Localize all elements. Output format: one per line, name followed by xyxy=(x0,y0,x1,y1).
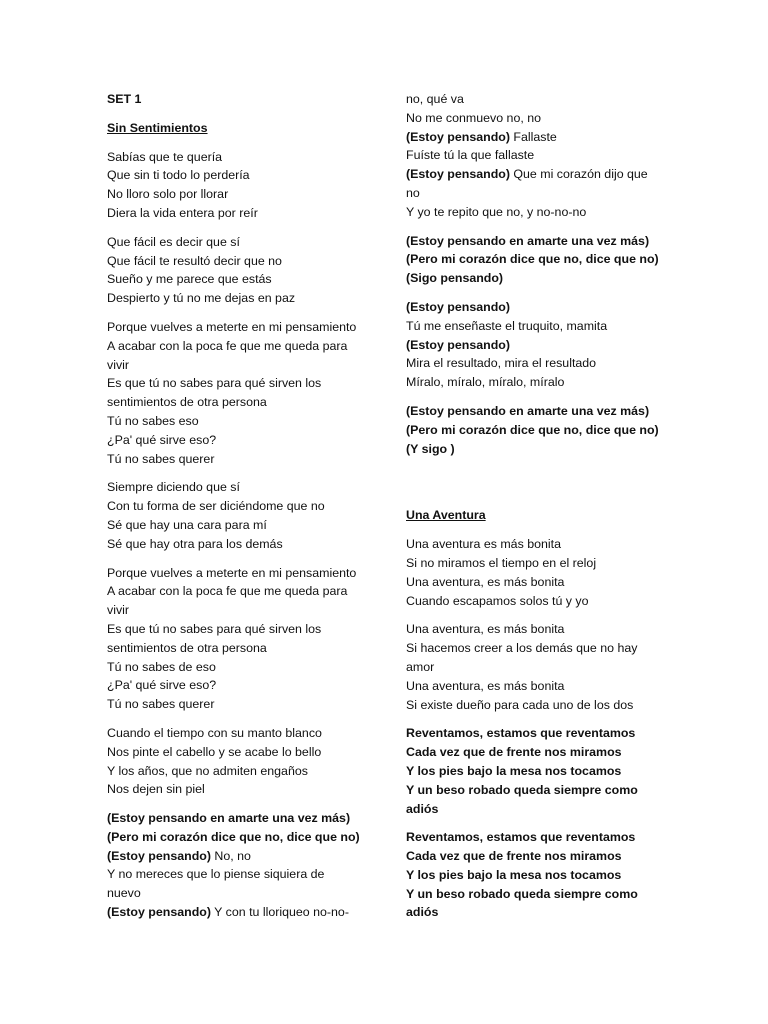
lyric-line: Siempre diciendo que sí xyxy=(107,480,240,495)
chorus-tag: (Estoy pensando) xyxy=(107,848,211,863)
left-column xyxy=(107,90,377,932)
lyric-line: Que sin ti todo lo perdería xyxy=(107,168,250,183)
chorus-line: (Estoy pensando en amarte una vez más) xyxy=(107,811,351,826)
chorus-tag: (Estoy pensando) xyxy=(107,905,211,920)
lyric-line: A acabar con la poca fe que me queda para xyxy=(107,584,348,599)
lyric-line: Y los años, que no admiten engaños xyxy=(107,763,308,778)
stanza xyxy=(406,402,676,458)
lyric-text: Y con tu lloriqueo no-no- xyxy=(210,905,349,920)
lyric-line: Sé que hay otra para los demás xyxy=(107,536,283,551)
lyric-text: No, no xyxy=(210,848,251,863)
chorus-line: (Pero mi corazón dice que no, dice que no) xyxy=(406,422,659,437)
lyric-line: Cuando escapamos solos tú y yo xyxy=(406,593,589,608)
lyric-line: Es que tú no sabes para qué sirven los xyxy=(107,621,322,636)
lyric-line xyxy=(107,847,377,866)
lyric-line: Y yo te repito que no, y no-no-no xyxy=(406,204,587,219)
lyric-line: Cuando el tiempo con su manto blanco xyxy=(107,725,322,740)
lyric-line: Porque vuelves a meterte en mi pensamiento xyxy=(107,565,357,580)
chorus-line: adiós xyxy=(406,905,439,920)
lyric-line: Una aventura es más bonita xyxy=(406,537,561,552)
stanza xyxy=(406,90,676,222)
chorus-line: (Estoy pensando en amarte una vez más) xyxy=(406,403,650,418)
lyric-line: Una aventura, es más bonita xyxy=(406,574,565,589)
lyric-line: A acabar con la poca fe que me queda para xyxy=(107,338,348,353)
lyric-line: Nos pinte el cabello y se acabe lo bello xyxy=(107,744,322,759)
lyric-line: no xyxy=(406,185,420,200)
lyric-line: Míralo, míralo, míralo, míralo xyxy=(406,375,565,390)
lyric-line: Si hacemos creer a los demás que no hay xyxy=(406,641,638,656)
chorus-line: (Estoy pensando en amarte una vez más) xyxy=(406,233,650,248)
chorus-line: Cada vez que de frente nos miramos xyxy=(406,745,622,760)
chorus-tag: (Estoy pensando) xyxy=(406,129,510,144)
lyric-line: Una aventura, es más bonita xyxy=(406,622,565,637)
lyric-line xyxy=(406,128,676,147)
chorus-line: (Estoy pensando) xyxy=(406,337,510,352)
chorus-line: (Y sigo ) xyxy=(406,441,455,456)
stanza xyxy=(107,478,377,553)
chorus-line: adiós xyxy=(406,801,439,816)
lyric-line: vivir xyxy=(107,603,130,618)
stanza xyxy=(107,233,377,308)
song-title-sin-sentimientos: Sin Sentimientos xyxy=(107,120,208,135)
lyric-line: amor xyxy=(406,659,435,674)
lyric-line: Con tu forma de ser diciéndome que no xyxy=(107,499,325,514)
set-title: SET 1 xyxy=(107,92,142,106)
stanza xyxy=(406,620,676,714)
lyric-line: Que fácil es decir que sí xyxy=(107,234,240,249)
stanza xyxy=(107,318,377,468)
chorus-line: Y un beso robado queda siempre como xyxy=(406,782,638,797)
stanza xyxy=(406,828,676,922)
lyric-line: Tú no sabes de eso xyxy=(107,659,216,674)
right-column xyxy=(406,90,676,932)
lyric-line: Tú no sabes querer xyxy=(107,697,215,712)
lyric-line: Si no miramos el tiempo en el reloj xyxy=(406,555,597,570)
stanza xyxy=(107,809,377,922)
lyric-line: sentimientos de otra persona xyxy=(107,640,267,655)
lyric-line: Sueño y me parece que estás xyxy=(107,272,272,287)
lyric-line: Diera la vida entera por reír xyxy=(107,205,258,220)
lyric-line: No lloro solo por llorar xyxy=(107,187,229,202)
chorus-line: (Pero mi corazón dice que no, dice que no) xyxy=(107,829,360,844)
lyric-line xyxy=(107,903,377,922)
chorus-line: Reventamos, estamos que reventamos xyxy=(406,726,636,741)
chorus-tag: (Estoy pensando) xyxy=(406,167,510,182)
lyric-line: Sé que hay una cara para mí xyxy=(107,517,267,532)
chorus-line: Y los pies bajo la mesa nos tocamos xyxy=(406,867,622,882)
lyric-line: Despierto y tú no me dejas en paz xyxy=(107,291,296,306)
lyric-text: Fallaste xyxy=(509,129,557,144)
lyric-line: vivir xyxy=(107,357,130,372)
lyric-line: Una aventura, es más bonita xyxy=(406,678,565,693)
lyric-line: nuevo xyxy=(107,886,141,901)
lyric-line: Tú no sabes querer xyxy=(107,451,215,466)
lyric-line: Si existe dueño para cada uno de los dos xyxy=(406,697,634,712)
lyric-line: Mira el resultado, mira el resultado xyxy=(406,356,597,371)
lyric-line: Nos dejen sin piel xyxy=(107,782,205,797)
stanza xyxy=(107,148,377,223)
chorus-line: Cada vez que de frente nos miramos xyxy=(406,849,622,864)
stanza xyxy=(107,564,377,714)
lyric-line: Tú me enseñaste el truquito, mamita xyxy=(406,318,608,333)
lyric-line: Es que tú no sabes para qué sirven los xyxy=(107,376,322,391)
chorus-line: (Pero mi corazón dice que no, dice que no) xyxy=(406,252,659,267)
song-title-una-aventura: Una Aventura xyxy=(406,508,486,523)
lyric-line: sentimientos de otra persona xyxy=(107,395,267,410)
lyric-line: no, qué va xyxy=(406,92,464,106)
lyric-line: Fuíste tú la que fallaste xyxy=(406,148,535,163)
lyric-line: Y no mereces que lo piense siquiera de xyxy=(107,867,325,882)
chorus-line: (Estoy pensando) xyxy=(406,299,510,314)
chorus-line: Y los pies bajo la mesa nos tocamos xyxy=(406,763,622,778)
lyric-text: Que mi corazón dijo que xyxy=(509,167,648,182)
stanza xyxy=(406,232,676,288)
chorus-line: (Sigo pensando) xyxy=(406,271,504,286)
stanza xyxy=(107,724,377,799)
lyric-line: Sabías que te quería xyxy=(107,149,223,164)
lyric-line: ¿Pa' qué sirve eso? xyxy=(107,432,217,447)
chorus-line: Reventamos, estamos que reventamos xyxy=(406,830,636,845)
chorus-line: Y un beso robado queda siempre como xyxy=(406,886,638,901)
lyric-line xyxy=(406,165,676,184)
stanza xyxy=(406,298,676,392)
stanza xyxy=(406,535,676,610)
lyric-line: Tú no sabes eso xyxy=(107,413,199,428)
stanza xyxy=(406,724,676,818)
lyric-line: Porque vuelves a meterte en mi pensamiento xyxy=(107,319,357,334)
lyric-line: Que fácil te resultó decir que no xyxy=(107,253,282,268)
lyric-line: ¿Pa' qué sirve eso? xyxy=(107,678,217,693)
lyric-line: No me conmuevo no, no xyxy=(406,110,541,125)
